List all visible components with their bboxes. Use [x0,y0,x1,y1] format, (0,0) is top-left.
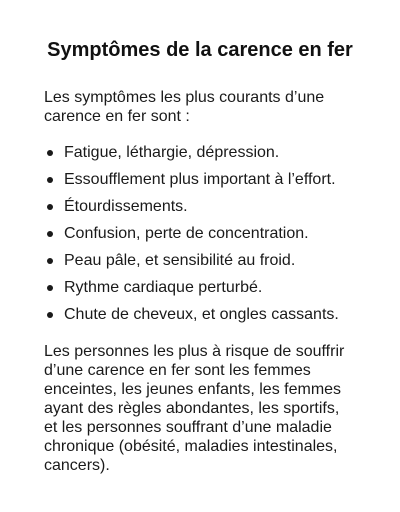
list-item-text: Peau pâle, et sensibilité au froid. [64,252,296,269]
list-item [44,170,356,189]
list-item [44,278,356,297]
bullet-icon [47,312,53,318]
list-item-text: Étourdissements. [64,198,188,215]
list-item-text: Essoufflement plus important à l’effort. [64,171,336,188]
list-item-text: Confusion, perte de concentration. [64,225,309,242]
list-item-text: Rythme cardiaque perturbé. [64,279,263,296]
list-item [44,143,356,162]
list-item-text: Fatigue, léthargie, dépression. [64,144,280,161]
list-item [44,224,356,243]
bullet-icon [47,285,53,291]
list-item-text: Chute de cheveux, et ongles cassants. [64,306,339,323]
page-title: Symptômes de la carence en fer [47,39,353,61]
bullet-icon [47,177,53,183]
symptom-list [44,143,356,324]
list-item [44,251,356,270]
bullet-icon [47,150,53,156]
bullet-icon [47,231,53,237]
list-item [44,305,356,324]
list-item [44,197,356,216]
bullet-icon [47,258,53,264]
bullet-icon [47,204,53,210]
intro-paragraph: Les symptômes les plus courants d’une carence en fer sont : [44,89,325,125]
risk-paragraph: Les personnes les plus à risque de souffrir d’une carence en fer sont les femmes enceintes, les jeunes enfants, les femmes ayant des règles abondantes, les sportifs, et les personnes souffrant d’une maladie chronique (obésité, maladies intestinales, cancers). [44,343,345,474]
